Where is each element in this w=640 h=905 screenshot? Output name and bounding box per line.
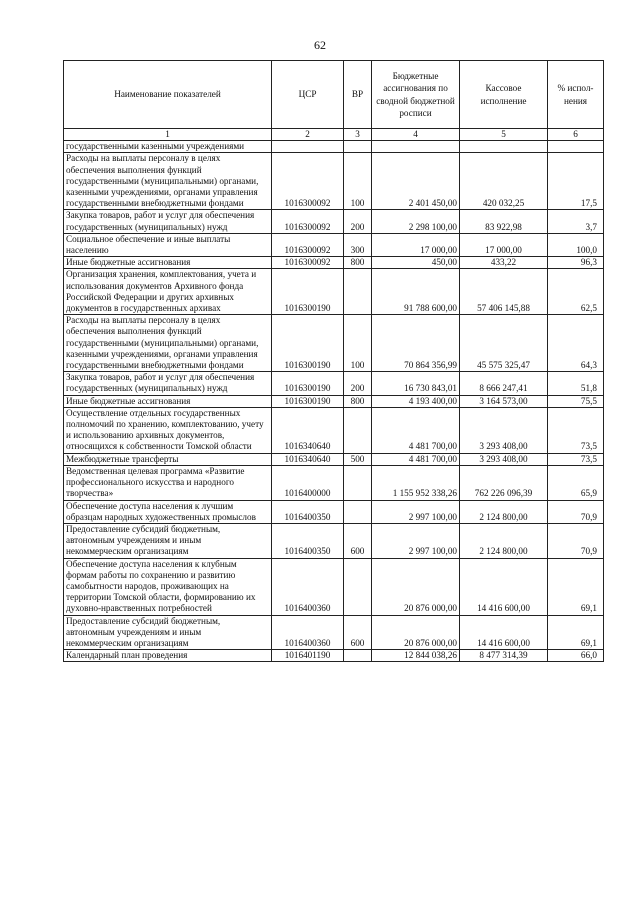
table-row [64, 407, 604, 453]
cell-cash: 14 416 600,00 [460, 615, 548, 650]
cell-csr: 1016300190 [272, 269, 344, 315]
cell-budget: 4 193 400,00 [372, 395, 460, 407]
cell-cash: 3 164 573,00 [460, 395, 548, 407]
table-body [64, 141, 604, 662]
cell-csr: 1016300190 [272, 395, 344, 407]
cell-csr: 1016300092 [272, 233, 344, 256]
cell-pct: 96,3 [548, 257, 604, 269]
cell-cash: 2 124 800,00 [460, 500, 548, 523]
cell-name: государственными казенными учреждениями [64, 141, 272, 153]
cell-pct: 100,0 [548, 233, 604, 256]
table-row [64, 465, 604, 500]
table-row [64, 558, 604, 615]
cell-budget: 4 481 700,00 [372, 453, 460, 465]
cell-name: Предоставление субсидий бюджетным, автономным учреждениям и иным некоммерческим организациям [64, 615, 272, 650]
cell-name: Иные бюджетные ассигнования [64, 257, 272, 269]
header-name: Наименование показателей [64, 61, 272, 129]
table-row [64, 372, 604, 395]
cell-budget: 20 876 000,00 [372, 558, 460, 615]
cell-csr: 1016300190 [272, 372, 344, 395]
cell-budget: 16 730 843,01 [372, 372, 460, 395]
header-pct: % испол-нения [548, 61, 604, 129]
cell-vr [344, 650, 372, 662]
cell-vr [344, 269, 372, 315]
column-number-row [64, 129, 604, 141]
cell-vr: 300 [344, 233, 372, 256]
cell-pct: 75,5 [548, 395, 604, 407]
cell-name: Осуществление отдельных государственных полномочий по хранению, комплектованию, учету и использованию архивных документов, относящихся к собственности Томской области [64, 407, 272, 453]
cell-budget: 20 876 000,00 [372, 615, 460, 650]
cell-pct: 62,5 [548, 269, 604, 315]
cell-cash [460, 141, 548, 153]
cell-csr: 1016400360 [272, 558, 344, 615]
cell-name: Обеспечение доступа населения к клубным формам работы по сохранению и развитию самобытности народов, проживающих на территории Томской области, формированию их духовно-нравственных потребностей [64, 558, 272, 615]
cell-cash: 57 406 145,88 [460, 269, 548, 315]
cell-vr: 100 [344, 153, 372, 210]
cell-budget: 91 788 600,00 [372, 269, 460, 315]
cell-pct: 73,5 [548, 453, 604, 465]
cell-vr: 500 [344, 453, 372, 465]
table-row [64, 453, 604, 465]
cell-csr: 1016400350 [272, 523, 344, 558]
column-number: 1 [64, 129, 272, 141]
table-row [64, 523, 604, 558]
cell-budget: 4 481 700,00 [372, 407, 460, 453]
cell-vr: 800 [344, 395, 372, 407]
header-budget: Бюджетные ассигнования по сводной бюджетной росписи [372, 61, 460, 129]
cell-name: Ведомственная целевая программа «Развитие профессионального искусства и народного творчества» [64, 465, 272, 500]
cell-vr [344, 500, 372, 523]
table-row [64, 500, 604, 523]
cell-cash: 3 293 408,00 [460, 407, 548, 453]
cell-name: Предоставление субсидий бюджетным, автономным учреждениям и иным некоммерческим организациям [64, 523, 272, 558]
cell-vr: 100 [344, 315, 372, 372]
cell-csr: 1016300092 [272, 210, 344, 233]
cell-budget [372, 141, 460, 153]
cell-budget: 70 864 356,99 [372, 315, 460, 372]
cell-pct: 73,5 [548, 407, 604, 453]
cell-budget: 2 401 450,00 [372, 153, 460, 210]
table-row [64, 233, 604, 256]
cell-csr: 1016340640 [272, 407, 344, 453]
table-row [64, 315, 604, 372]
table-row [64, 153, 604, 210]
header-csr: ЦСР [272, 61, 344, 129]
page-number: 62 [314, 38, 326, 52]
cell-name: Расходы на выплаты персоналу в целях обеспечения выполнения функций государственными (муниципальными) органами, казенными учреждениями, органами управления государственными внебюджетными фондами [64, 153, 272, 210]
cell-name: Расходы на выплаты персоналу в целях обеспечения выполнения функций государственными (муниципальными) органами, казенными учреждениями, органами управления государственными внебюджетными фондами [64, 315, 272, 372]
cell-pct: 70,9 [548, 500, 604, 523]
cell-vr: 600 [344, 523, 372, 558]
cell-csr: 1016300190 [272, 315, 344, 372]
cell-budget: 12 844 038,26 [372, 650, 460, 662]
cell-pct: 64,3 [548, 315, 604, 372]
table-row [64, 210, 604, 233]
table-row [64, 395, 604, 407]
cell-csr: 1016300092 [272, 257, 344, 269]
cell-csr: 1016400350 [272, 500, 344, 523]
cell-cash: 83 922,98 [460, 210, 548, 233]
column-number: 3 [344, 129, 372, 141]
cell-csr: 1016340640 [272, 453, 344, 465]
cell-cash: 420 032,25 [460, 153, 548, 210]
cell-pct: 69,1 [548, 558, 604, 615]
cell-cash: 14 416 600,00 [460, 558, 548, 615]
cell-cash: 17 000,00 [460, 233, 548, 256]
cell-vr [344, 465, 372, 500]
header-vr: ВР [344, 61, 372, 129]
table-row [64, 615, 604, 650]
cell-name: Закупка товаров, работ и услуг для обеспечения государственных (муниципальных) нужд [64, 372, 272, 395]
cell-vr: 200 [344, 210, 372, 233]
cell-csr: 1016400000 [272, 465, 344, 500]
cell-cash: 433,22 [460, 257, 548, 269]
cell-cash: 8 477 314,39 [460, 650, 548, 662]
cell-name: Социальное обеспечение и иные выплаты населению [64, 233, 272, 256]
cell-vr [344, 407, 372, 453]
cell-vr [344, 558, 372, 615]
cell-budget: 450,00 [372, 257, 460, 269]
cell-name: Закупка товаров, работ и услуг для обеспечения государственных (муниципальных) нужд [64, 210, 272, 233]
cell-name: Иные бюджетные ассигнования [64, 395, 272, 407]
cell-name: Календарный план проведения [64, 650, 272, 662]
cell-pct: 65,9 [548, 465, 604, 500]
cell-name: Межбюджетные трансферты [64, 453, 272, 465]
cell-name: Обеспечение доступа населения к лучшим образцам народных художественных промыслов [64, 500, 272, 523]
cell-pct: 69,1 [548, 615, 604, 650]
cell-vr: 600 [344, 615, 372, 650]
cell-pct: 70,9 [548, 523, 604, 558]
cell-budget: 2 997 100,00 [372, 523, 460, 558]
cell-vr: 200 [344, 372, 372, 395]
cell-vr [344, 141, 372, 153]
cell-pct: 17,5 [548, 153, 604, 210]
cell-cash: 45 575 325,47 [460, 315, 548, 372]
cell-pct [548, 141, 604, 153]
table-row [64, 141, 604, 153]
cell-vr: 800 [344, 257, 372, 269]
cell-name: Организация хранения, комплектования, учета и использования документов Архивного фонда Российской Федерации и других архивных документов в государственных архивах [64, 269, 272, 315]
cell-pct: 51,8 [548, 372, 604, 395]
budget-execution-table [63, 60, 604, 662]
table-row [64, 269, 604, 315]
cell-cash: 762 226 096,39 [460, 465, 548, 500]
table-header-row [64, 61, 604, 129]
column-number: 4 [372, 129, 460, 141]
cell-budget: 17 000,00 [372, 233, 460, 256]
header-cash: Кассовое исполнение [460, 61, 548, 129]
column-number: 2 [272, 129, 344, 141]
cell-csr: 1016401190 [272, 650, 344, 662]
cell-pct: 3,7 [548, 210, 604, 233]
cell-cash: 3 293 408,00 [460, 453, 548, 465]
cell-csr: 1016400360 [272, 615, 344, 650]
column-number: 5 [460, 129, 548, 141]
cell-csr: 1016300092 [272, 153, 344, 210]
column-number: 6 [548, 129, 604, 141]
cell-cash: 8 666 247,41 [460, 372, 548, 395]
cell-pct: 66,0 [548, 650, 604, 662]
cell-csr [272, 141, 344, 153]
cell-budget: 1 155 952 338,26 [372, 465, 460, 500]
table-row [64, 257, 604, 269]
table-row [64, 650, 604, 662]
cell-cash: 2 124 800,00 [460, 523, 548, 558]
cell-budget: 2 298 100,00 [372, 210, 460, 233]
cell-budget: 2 997 100,00 [372, 500, 460, 523]
